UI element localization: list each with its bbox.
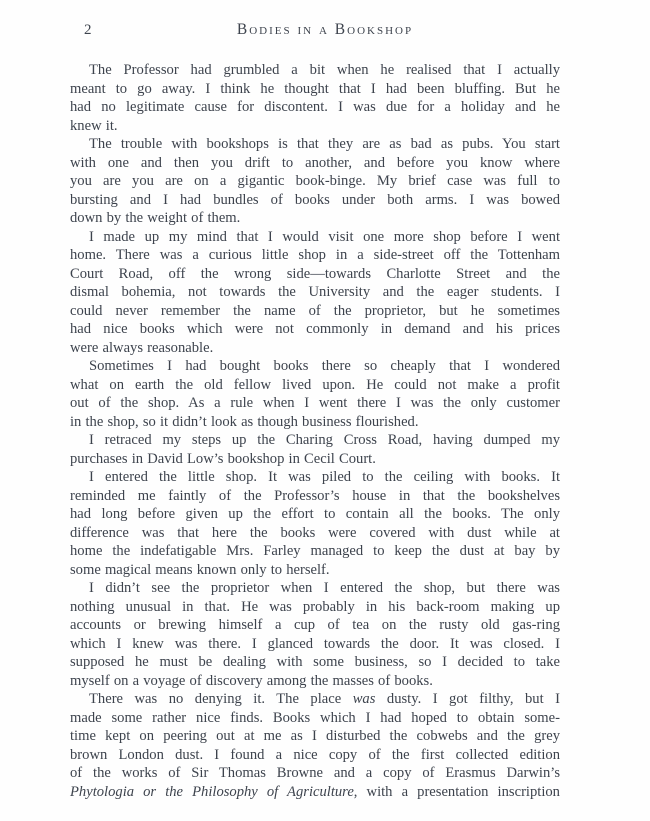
running-title: Bodies in a Bookshop: [236, 21, 414, 38]
text-line: with one and then you drift to another, and before you know where: [70, 154, 560, 171]
paragraph: [70, 431, 560, 468]
text-line: had long before given up the effort to contain all the books. The only: [70, 506, 560, 522]
text-line: difference was that here the books were covered with dust while at: [70, 524, 560, 541]
text-line: purchases in David Low’s bookshop in Cecil Court.: [70, 450, 376, 467]
text-line: The trouble with bookshops is that they are as bad as pubs. You start: [89, 136, 560, 152]
text-line: were always reasonable.: [70, 339, 214, 356]
paragraph: [70, 690, 560, 801]
text-line: accounts or brewing himself a cup of tea on the rusty old gas-ring: [70, 617, 560, 633]
text-line: I retraced my steps up the Charing Cross Road, having dumped my: [89, 432, 560, 448]
paragraph: [70, 357, 560, 431]
text-line: reminded me faintly of the Professor’s house in that the bookshelves: [70, 487, 560, 504]
body-text: [70, 61, 560, 801]
text-line: in the shop, so it didn’t look as though business flourished.: [70, 413, 419, 430]
text-line: had nice books which were not commonly in demand and his prices: [70, 321, 560, 337]
text-line: home the indefatigable Mrs. Farley managed to keep the dust at bay by: [70, 543, 560, 559]
text-line: which I knew was there. I glanced towards the door. It was closed. I: [70, 635, 560, 652]
text-line: I entered the little shop. It was piled to the ceiling with books. It: [89, 469, 560, 485]
text-line: made some rather nice finds. Books which I had hoped to obtain some-: [70, 709, 560, 726]
text-line: time kept on peering out at me as I disturbed the cobwebs and the grey: [70, 728, 560, 744]
text-line: some magical means known only to herself.: [70, 561, 330, 578]
paragraph: [70, 468, 560, 579]
text-line: supposed he must be dealing with some business, so I decided to take: [70, 654, 560, 670]
text-line: There was no denying it. The place was dusty. I got filthy, but I: [89, 691, 560, 707]
paragraph: [70, 135, 560, 228]
page-number: 2: [84, 22, 92, 38]
text-line: what on earth the old fellow lived upon. He could not make a profit: [70, 376, 560, 393]
text-line: nothing unusual in that. He was probably in his back-room making up: [70, 598, 560, 615]
text-line: could never remember the name of the proprietor, but he sometimes: [70, 302, 560, 319]
paragraph: [70, 228, 560, 358]
text-line: dismal bohemia, not towards the University and the eager students. I: [70, 284, 560, 300]
text-line: of the works of Sir Thomas Browne and a copy of Erasmus Darwin’s: [70, 765, 560, 781]
paragraph: [70, 579, 560, 690]
text-line: down by the weight of them.: [70, 210, 241, 226]
text-line: meant to go away. I think he thought that I had been bluffing. But he: [70, 80, 560, 97]
text-line: The Professor had grumbled a bit when he realised that I actually: [89, 62, 560, 78]
text-line: home. There was a curious little shop in a side-street off the Tottenham: [70, 247, 560, 263]
text-line: I made up my mind that I would visit one more shop before I went: [89, 228, 560, 245]
paragraph: [70, 61, 560, 135]
text-line: brown London dust. I found a nice copy of the first collected edition: [70, 746, 560, 763]
text-line: out of the shop. As a rule when I went there I was the only customer: [70, 395, 560, 411]
text-line: you are you are on a gigantic book-binge. My brief case was full to: [70, 173, 560, 189]
text-line: knew it.: [70, 117, 118, 134]
text-line: bursting and I had bundles of books under both arms. I was bowed: [70, 191, 560, 208]
text-line: Phytologia or the Philosophy of Agriculture, with a presentation inscription: [70, 783, 560, 800]
text-line: Court Road, off the wrong side—towards Charlotte Street and the: [70, 265, 560, 282]
text-line: Sometimes I had bought books there so cheaply that I wondered: [89, 358, 560, 374]
text-line: I didn’t see the proprietor when I entered the shop, but there was: [89, 580, 560, 596]
text-line: had no legitimate cause for discontent. I was due for a holiday and he: [70, 99, 560, 115]
text-line: myself on a voyage of discovery among the masses of books.: [70, 672, 433, 689]
